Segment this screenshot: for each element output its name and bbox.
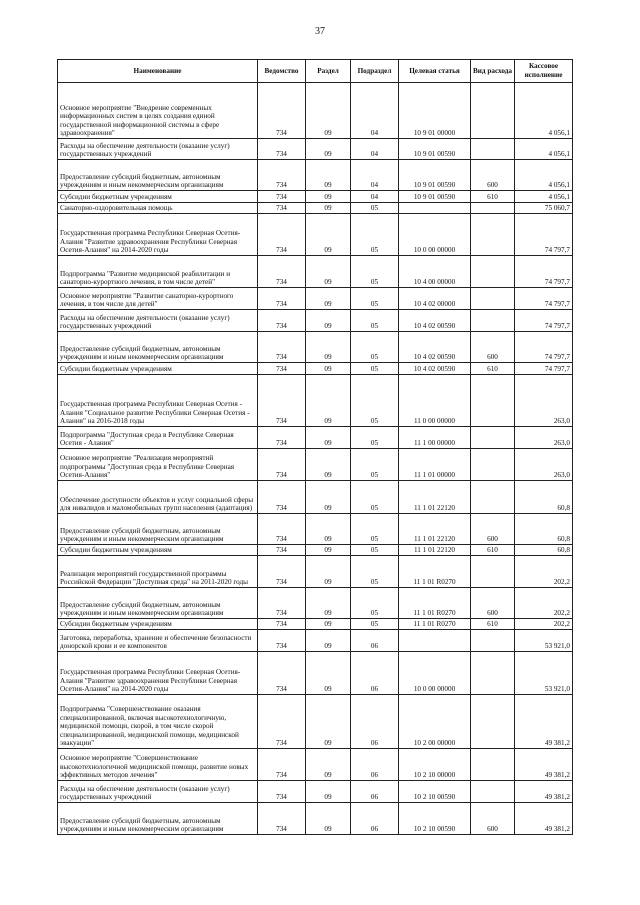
row-section: 09 — [306, 310, 351, 332]
row-target-article: 10 9 01 00000 — [399, 83, 471, 139]
row-cash-execution: 60,8 — [515, 481, 573, 514]
row-cash-execution: 60,8 — [515, 514, 573, 545]
row-section: 09 — [306, 749, 351, 781]
row-subsection: 05 — [351, 556, 399, 588]
row-target-article: 10 4 02 00590 — [399, 363, 471, 375]
row-name: Подпрограмма "Доступная среда в Республике Северная Осетия - Алания" — [58, 427, 258, 449]
row-target-article: 11 1 01 22120 — [399, 545, 471, 556]
table-row — [58, 514, 573, 545]
row-subsection: 04 — [351, 160, 399, 191]
row-subsection: 05 — [351, 449, 399, 481]
row-expense-type — [471, 310, 515, 332]
row-cash-execution: 53 921,0 — [515, 630, 573, 652]
row-expense-type — [471, 139, 515, 160]
table-row — [58, 619, 573, 630]
row-target-article: 10 9 01 00590 — [399, 139, 471, 160]
row-name: Реализация мероприятий государственной программы Российской Федерации "Доступная среда" на 2011-2020 годы — [58, 556, 258, 588]
row-name: Расходы на обеспечение деятельности (оказание услуг) государственных учреждений — [58, 310, 258, 332]
row-name: Обеспечение доступности объектов и услуг социальной сферы для инвалидов и маломобильных групп населения (адаптация) — [58, 481, 258, 514]
row-name: Подпрограмма "Совершенствование оказания специализированной, включая высокотехнологичную, медицинской помощи, скорой, в том числе скорой специализированной, медицинской помощи, медицинской эвакуации" — [58, 695, 258, 749]
row-name: Предоставление субсидий бюджетным, автономным учреждениям и иным некоммерческим организациям — [58, 160, 258, 191]
row-name: Основное мероприятие "Совершенствование высокотехнологичной медицинской помощи, развитие новых эффективных методов лечения" — [58, 749, 258, 781]
row-name: Основное мероприятие "Развитие санаторно-курортного лечения, в том числе для детей" — [58, 288, 258, 310]
header-subsection: Подраздел — [351, 60, 399, 83]
row-department: 734 — [258, 695, 306, 749]
row-expense-type — [471, 203, 515, 214]
row-expense-type — [471, 83, 515, 139]
row-cash-execution: 263,0 — [515, 427, 573, 449]
row-expense-type — [471, 695, 515, 749]
row-subsection: 06 — [351, 781, 399, 803]
header-row — [58, 60, 573, 83]
table-row — [58, 191, 573, 203]
table-row — [58, 375, 573, 427]
row-subsection: 06 — [351, 630, 399, 652]
table-row — [58, 652, 573, 695]
row-department: 734 — [258, 332, 306, 363]
table-row — [58, 427, 573, 449]
table-row — [58, 630, 573, 652]
row-department: 734 — [258, 288, 306, 310]
row-target-article: 11 1 01 R0270 — [399, 556, 471, 588]
row-section: 09 — [306, 630, 351, 652]
row-name: Заготовка, переработка, хранение и обеспечение безопасности донорской крови и ее компонентов — [58, 630, 258, 652]
row-name: Предоставление субсидий бюджетным, автономным учреждениям и иным некоммерческим организациям — [58, 332, 258, 363]
table-row — [58, 160, 573, 191]
table-row — [58, 203, 573, 214]
row-cash-execution: 4 056,1 — [515, 83, 573, 139]
row-cash-execution: 4 056,1 — [515, 160, 573, 191]
row-department: 734 — [258, 214, 306, 256]
row-expense-type — [471, 781, 515, 803]
table-row — [58, 332, 573, 363]
row-section: 09 — [306, 652, 351, 695]
row-subsection: 05 — [351, 203, 399, 214]
row-expense-type — [471, 427, 515, 449]
row-section: 09 — [306, 781, 351, 803]
row-department: 734 — [258, 363, 306, 375]
row-subsection: 05 — [351, 481, 399, 514]
row-section: 09 — [306, 695, 351, 749]
row-department: 734 — [258, 427, 306, 449]
row-name: Основное мероприятие "Внедрение современных информационных систем в целях создания единой государственной информационной системы в сфере здравоохранения" — [58, 83, 258, 139]
row-department: 734 — [258, 749, 306, 781]
header-section: Раздел — [306, 60, 351, 83]
row-expense-type: 600 — [471, 160, 515, 191]
row-target-article: 10 4 02 00590 — [399, 332, 471, 363]
table-row — [58, 139, 573, 160]
row-section: 09 — [306, 514, 351, 545]
row-expense-type: 610 — [471, 545, 515, 556]
row-section: 09 — [306, 427, 351, 449]
row-target-article: 11 1 01 R0270 — [399, 588, 471, 619]
row-cash-execution: 74 797,7 — [515, 288, 573, 310]
row-target-article: 10 4 02 00590 — [399, 310, 471, 332]
row-section: 09 — [306, 139, 351, 160]
row-cash-execution: 60,8 — [515, 545, 573, 556]
row-expense-type: 600 — [471, 803, 515, 835]
row-expense-type — [471, 481, 515, 514]
table-row — [58, 781, 573, 803]
row-expense-type: 600 — [471, 332, 515, 363]
row-section: 09 — [306, 481, 351, 514]
row-expense-type — [471, 375, 515, 427]
row-target-article — [399, 203, 471, 214]
row-name: Государственная программа Республики Северная Осетия - Алания "Социальное развитие Республики Северная Осетия - Алания" на 2016-2018 годы — [58, 375, 258, 427]
row-department: 734 — [258, 545, 306, 556]
row-subsection: 05 — [351, 310, 399, 332]
row-section: 09 — [306, 363, 351, 375]
row-department: 734 — [258, 203, 306, 214]
row-target-article: 11 0 00 00000 — [399, 375, 471, 427]
row-name: Предоставление субсидий бюджетным, автономным учреждениям и иным некоммерческим организациям — [58, 588, 258, 619]
row-section: 09 — [306, 803, 351, 835]
row-target-article: 11 1 01 00000 — [399, 449, 471, 481]
row-name: Субсидии бюджетным учреждениям — [58, 363, 258, 375]
row-expense-type: 600 — [471, 588, 515, 619]
row-name: Подпрограмма "Развитие медицинской реабилитации и санаторно-курортного лечения, в том числе детей" — [58, 256, 258, 288]
row-cash-execution: 74 797,7 — [515, 256, 573, 288]
table-row — [58, 214, 573, 256]
header-target-article: Целевая статья — [399, 60, 471, 83]
row-cash-execution: 49 381,2 — [515, 695, 573, 749]
row-subsection: 05 — [351, 288, 399, 310]
row-subsection: 05 — [351, 588, 399, 619]
row-cash-execution: 49 381,2 — [515, 749, 573, 781]
row-target-article: 10 9 01 00590 — [399, 160, 471, 191]
row-name: Предоставление субсидий бюджетным, автономным учреждениям и иным некоммерческим организациям — [58, 514, 258, 545]
row-cash-execution: 263,0 — [515, 449, 573, 481]
row-target-article: 11 1 01 22120 — [399, 514, 471, 545]
row-cash-execution: 75 060,7 — [515, 203, 573, 214]
row-target-article: 10 4 02 00000 — [399, 288, 471, 310]
row-department: 734 — [258, 449, 306, 481]
row-expense-type: 610 — [471, 619, 515, 630]
row-department: 734 — [258, 375, 306, 427]
row-cash-execution: 4 056,1 — [515, 191, 573, 203]
row-expense-type — [471, 288, 515, 310]
row-cash-execution: 4 056,1 — [515, 139, 573, 160]
row-name: Государственная программа Республики Северная Осетия-Алания "Развитие здравоохранения Республики Северная Осетия-Алания" на 2014-2020 годы — [58, 652, 258, 695]
row-cash-execution: 202,2 — [515, 556, 573, 588]
row-name: Субсидии бюджетным учреждениям — [58, 619, 258, 630]
row-subsection: 05 — [351, 545, 399, 556]
row-target-article: 10 2 10 00590 — [399, 803, 471, 835]
row-subsection: 05 — [351, 427, 399, 449]
table-row — [58, 803, 573, 835]
row-subsection: 06 — [351, 652, 399, 695]
row-name: Предоставление субсидий бюджетным, автономным учреждениям и иным некоммерческим организациям — [58, 803, 258, 835]
row-target-article: 10 2 00 00000 — [399, 695, 471, 749]
row-cash-execution: 74 797,7 — [515, 214, 573, 256]
row-cash-execution: 202,2 — [515, 588, 573, 619]
table-row — [58, 749, 573, 781]
row-section: 09 — [306, 191, 351, 203]
row-cash-execution: 74 797,7 — [515, 332, 573, 363]
row-cash-execution: 49 381,2 — [515, 781, 573, 803]
row-target-article: 10 2 10 00590 — [399, 781, 471, 803]
row-target-article: 10 9 01 00590 — [399, 191, 471, 203]
row-name: Субсидии бюджетным учреждениям — [58, 191, 258, 203]
table-row — [58, 556, 573, 588]
row-subsection: 04 — [351, 139, 399, 160]
row-department: 734 — [258, 481, 306, 514]
row-department: 734 — [258, 191, 306, 203]
row-cash-execution: 53 921,0 — [515, 652, 573, 695]
row-subsection: 06 — [351, 695, 399, 749]
table-row — [58, 363, 573, 375]
row-section: 09 — [306, 288, 351, 310]
row-expense-type: 610 — [471, 363, 515, 375]
table-row — [58, 288, 573, 310]
row-cash-execution: 74 797,7 — [515, 310, 573, 332]
row-expense-type: 600 — [471, 514, 515, 545]
row-subsection: 05 — [351, 375, 399, 427]
row-expense-type — [471, 630, 515, 652]
row-subsection: 05 — [351, 214, 399, 256]
row-section: 09 — [306, 449, 351, 481]
header-expense-type: Вид расхода — [471, 60, 515, 83]
row-section: 09 — [306, 256, 351, 288]
row-target-article — [399, 630, 471, 652]
table-row — [58, 695, 573, 749]
row-name: Санаторно-оздоровительная помощь — [58, 203, 258, 214]
table-row — [58, 481, 573, 514]
row-department: 734 — [258, 83, 306, 139]
row-cash-execution: 202,2 — [515, 619, 573, 630]
row-subsection: 05 — [351, 332, 399, 363]
row-name: Государственная программа Республики Северная Осетия-Алания "Развитие здравоохранения Республики Северная Осетия-Алания" на 2014-2020 годы — [58, 214, 258, 256]
row-section: 09 — [306, 619, 351, 630]
row-section: 09 — [306, 545, 351, 556]
row-department: 734 — [258, 619, 306, 630]
row-section: 09 — [306, 83, 351, 139]
row-expense-type — [471, 556, 515, 588]
row-department: 734 — [258, 160, 306, 191]
row-department: 734 — [258, 256, 306, 288]
row-expense-type — [471, 749, 515, 781]
table-row — [58, 449, 573, 481]
row-department: 734 — [258, 556, 306, 588]
row-department: 734 — [258, 139, 306, 160]
row-subsection: 04 — [351, 83, 399, 139]
row-section: 09 — [306, 375, 351, 427]
row-cash-execution: 49 381,2 — [515, 803, 573, 835]
table-row — [58, 83, 573, 139]
row-section: 09 — [306, 332, 351, 363]
row-department: 734 — [258, 588, 306, 619]
row-subsection: 05 — [351, 514, 399, 545]
table-row — [58, 310, 573, 332]
header-cash-execution: Кассовое исполнение — [515, 60, 573, 83]
row-target-article: 10 0 00 00000 — [399, 652, 471, 695]
row-section: 09 — [306, 556, 351, 588]
table-row — [58, 256, 573, 288]
row-subsection: 05 — [351, 619, 399, 630]
row-department: 734 — [258, 630, 306, 652]
row-subsection: 06 — [351, 803, 399, 835]
row-department: 734 — [258, 310, 306, 332]
row-expense-type — [471, 214, 515, 256]
row-department: 734 — [258, 514, 306, 545]
row-cash-execution: 263,0 — [515, 375, 573, 427]
row-cash-execution: 74 797,7 — [515, 363, 573, 375]
row-expense-type — [471, 652, 515, 695]
row-target-article: 10 4 00 00000 — [399, 256, 471, 288]
row-department: 734 — [258, 652, 306, 695]
row-subsection: 06 — [351, 749, 399, 781]
row-subsection: 04 — [351, 191, 399, 203]
row-department: 734 — [258, 781, 306, 803]
row-name: Основное мероприятие "Реализация мероприятий подпрограммы "Доступная среда в Республике Северная Осетия-Алания" — [58, 449, 258, 481]
row-subsection: 05 — [351, 363, 399, 375]
row-name: Расходы на обеспечение деятельности (оказание услуг) государственных учреждений — [58, 139, 258, 160]
row-subsection: 05 — [351, 256, 399, 288]
row-target-article: 11 1 01 R0270 — [399, 619, 471, 630]
row-target-article: 11 1 01 22120 — [399, 481, 471, 514]
row-target-article: 10 2 10 00000 — [399, 749, 471, 781]
table-row — [58, 545, 573, 556]
row-expense-type — [471, 256, 515, 288]
header-name: Наименование — [58, 60, 258, 83]
row-section: 09 — [306, 160, 351, 191]
row-target-article: 10 0 00 00000 — [399, 214, 471, 256]
budget-table — [57, 59, 573, 835]
row-name: Расходы на обеспечение деятельности (оказание услуг) государственных учреждений — [58, 781, 258, 803]
row-target-article: 11 1 00 00000 — [399, 427, 471, 449]
row-section: 09 — [306, 214, 351, 256]
page-number: 37 — [315, 26, 325, 37]
row-expense-type — [471, 449, 515, 481]
header-department: Ведомство — [258, 60, 306, 83]
row-expense-type: 610 — [471, 191, 515, 203]
row-section: 09 — [306, 588, 351, 619]
row-name: Субсидии бюджетным учреждениям — [58, 545, 258, 556]
row-section: 09 — [306, 203, 351, 214]
row-department: 734 — [258, 803, 306, 835]
table-row — [58, 588, 573, 619]
